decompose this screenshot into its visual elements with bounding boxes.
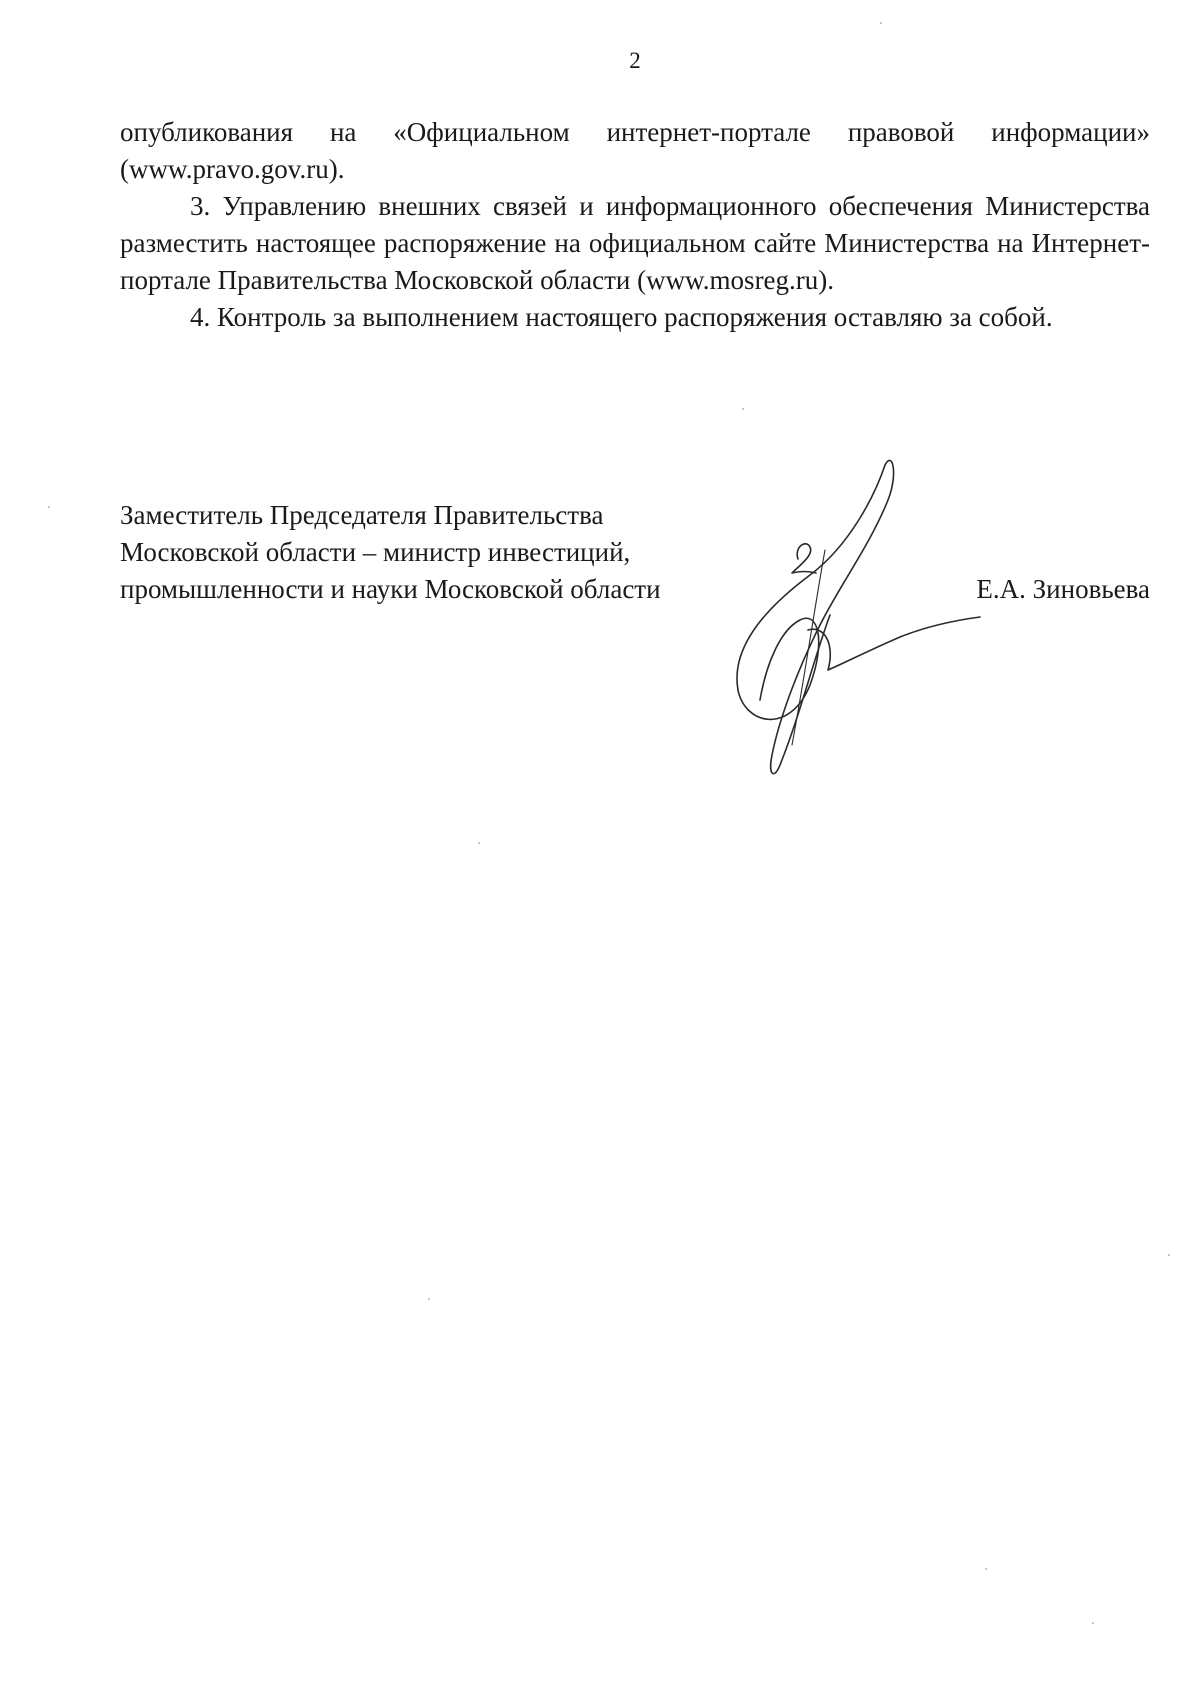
paragraph-item-3: 3. Управлению внешних связей и информационного обеспечения Министерства разместить настоящее распоряжение на официальном сайте Министерства на Интернет-портале Правительства Московской области (www.mosreg.ru). (120, 191, 1150, 295)
scan-speck (742, 408, 744, 410)
scan-speck (478, 842, 480, 844)
scan-speck (1168, 1254, 1170, 1256)
scan-speck (985, 1568, 987, 1570)
signatory-title-line: Заместитель Председателя Правительства (120, 500, 604, 530)
scan-speck (1092, 1622, 1094, 1624)
page-number: 2 (629, 48, 641, 73)
signatory-title-line: Московской области – министр инвестиций, (120, 537, 631, 567)
document-body (120, 114, 1150, 336)
scan-speck (48, 506, 50, 508)
signatory-title-line: промышленности и науки Московской области (120, 574, 661, 604)
signer-name: Е.А. Зиновьева (976, 574, 1150, 604)
handwritten-signature (700, 455, 990, 805)
paragraph-publication: опубликования на «Официальном интернет-портале правовой информации» (www.pravo.gov.ru). (120, 117, 1150, 184)
signatory-title (120, 497, 720, 608)
scan-speck (428, 1298, 430, 1300)
scan-speck (880, 22, 882, 24)
paragraph-item-4: 4. Контроль за выполнением настоящего распоряжения оставляю за собой. (190, 302, 1053, 332)
